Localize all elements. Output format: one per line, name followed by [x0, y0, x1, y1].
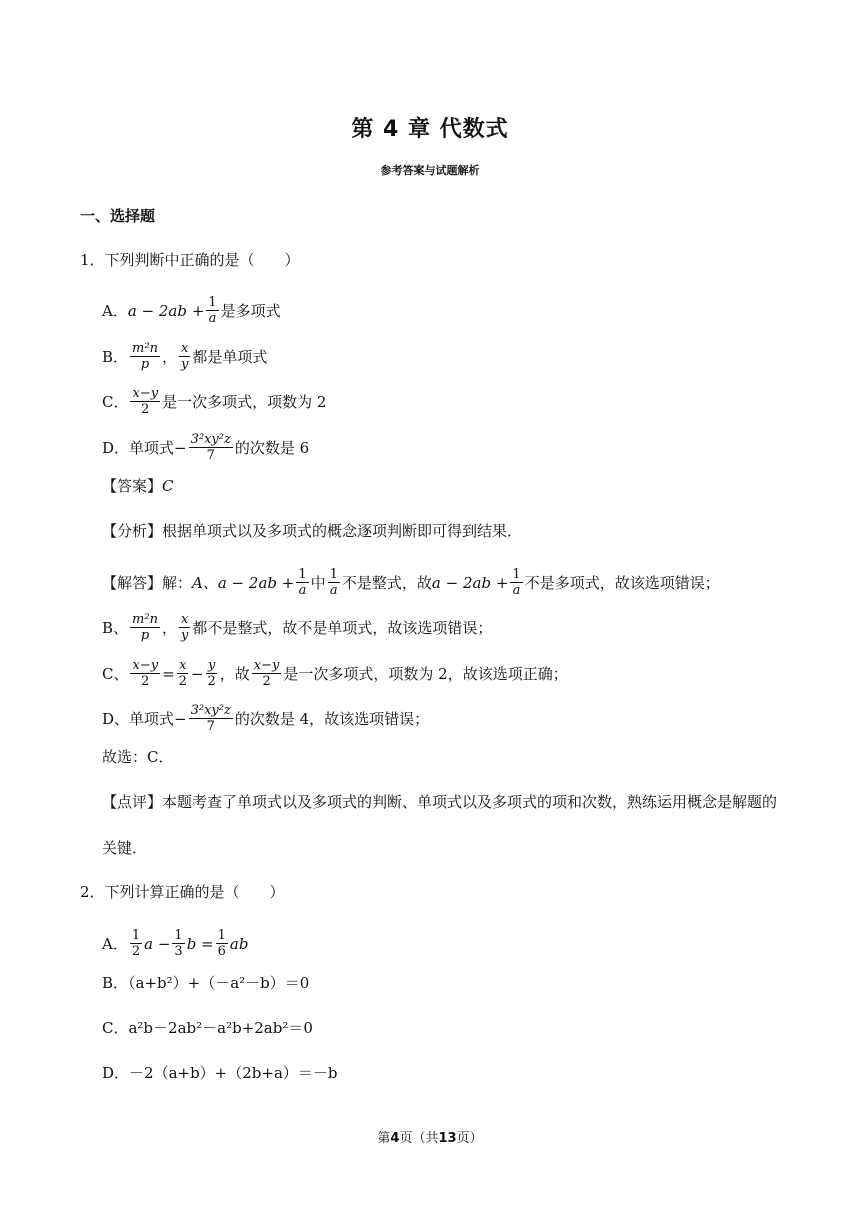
q2-a-label: A． [102, 934, 128, 953]
q1-solution-a [102, 567, 720, 598]
frac-num: 1 [131, 928, 141, 943]
frac-den: a [329, 583, 338, 598]
q1-option-d [102, 432, 309, 463]
frac-num: 3²xy²z [190, 432, 231, 447]
sol-c-text-1: ，故 [219, 664, 250, 683]
sol-c-label: C、 [102, 664, 129, 683]
q1-d-fraction [189, 432, 233, 463]
q2-option-b: B．（a+b²）+（－a²－b）＝0 [102, 974, 310, 992]
q1-a-expr: a − 2ab + [127, 301, 205, 320]
frac-num: 1 [174, 928, 183, 943]
frac-num: 1 [298, 567, 307, 582]
frac-den: 7 [206, 448, 215, 463]
q1-solution-d [102, 703, 429, 734]
q1-b-fraction-2 [179, 341, 190, 372]
section-heading: 一、选择题 [80, 207, 156, 225]
frac-num: x−y [253, 658, 280, 673]
q2-a-fraction-3 [216, 928, 228, 959]
q2-a-var-1: a − [144, 934, 171, 953]
q2-option-c: C．a²b－2ab²－a²b+2ab²＝0 [102, 1019, 313, 1037]
frac-num: y [207, 658, 216, 673]
footer-total-pages: 13 [438, 1131, 457, 1146]
page-subtitle: 参考答案与试题解析 [380, 164, 480, 177]
sol-b-text: 都不是整式，故不是单项式，故该选项错误； [192, 618, 493, 637]
q1-b-tail: 都是单项式 [192, 347, 268, 366]
frac-num: 3²xy²z [190, 703, 231, 718]
q1-d-label: D．单项式− [102, 438, 187, 457]
frac-den: a [298, 583, 307, 598]
sol-c-minus: − [190, 664, 204, 683]
sol-c-text-2: 是一次多项式，项数为 2，故该选项正确； [283, 664, 568, 683]
sol-a-expr: A、a − 2ab + [192, 573, 295, 592]
q1-choose: 故选：C． [102, 748, 174, 766]
frac-den: 6 [217, 944, 226, 959]
q1-c-label: C． [102, 392, 129, 411]
q1-b-sep: ， [161, 347, 177, 366]
frac-num: 1 [329, 567, 338, 582]
sol-b-fraction-1 [130, 612, 160, 643]
q2-a-var-3: ab [229, 934, 249, 953]
frac-den: 2 [131, 944, 141, 959]
q1-comment-cont: 关键． [102, 839, 148, 857]
sol-d-label: D、单项式− [102, 709, 187, 728]
frac-den: 2 [207, 674, 216, 689]
frac-den: y [180, 628, 189, 643]
sol-a-fraction-2 [328, 567, 340, 598]
answer-tag: 【答案】 [102, 477, 163, 495]
q1-solution-c [102, 658, 568, 689]
q1-option-a [102, 295, 281, 326]
q1-option-b [102, 341, 267, 372]
sol-c-fraction-1 [130, 658, 160, 689]
sol-a-text-1: 中 [310, 573, 326, 592]
sol-a-fraction-1 [296, 567, 308, 598]
frac-num: x−y [132, 658, 159, 673]
sol-c-fraction-2 [177, 658, 189, 689]
frac-den: 3 [174, 944, 183, 959]
frac-den: 2 [262, 674, 271, 689]
footer-pre: 第 [377, 1131, 391, 1146]
frac-num: x−y [132, 386, 159, 401]
q1-c-fraction [130, 386, 160, 417]
sol-c-fraction-3 [206, 658, 218, 689]
frac-num: x [180, 612, 189, 627]
q1-option-c [102, 386, 326, 417]
sol-d-text: 的次数是 4，故该选项错误； [234, 709, 430, 728]
q1-a-tail: 是多项式 [220, 301, 281, 320]
frac-den: y [180, 357, 189, 372]
sol-b-fraction-2 [179, 612, 190, 643]
q2-a-fraction-1 [130, 928, 142, 959]
frac-num: m²n [132, 612, 158, 627]
q2-a-var-2: b = [186, 934, 214, 953]
q2-a-fraction-2 [172, 928, 184, 959]
q1-c-tail: 是一次多项式，项数为 2 [162, 392, 327, 411]
q1-solution-b [102, 612, 492, 643]
frac-num: 1 [217, 928, 226, 943]
frac-den: 7 [206, 719, 215, 734]
frac-num: x [180, 341, 189, 356]
q1-a-fraction [206, 295, 218, 326]
q2-option-d: D．－2（a+b）+（2b+a）＝－b [102, 1064, 338, 1082]
frac-den: 2 [141, 674, 150, 689]
frac-num: m²n [132, 341, 158, 356]
frac-den: 2 [141, 402, 150, 417]
frac-den: 2 [178, 674, 187, 689]
page-footer [0, 1127, 860, 1146]
answer-value: C [162, 477, 174, 495]
sol-d-fraction [189, 703, 233, 734]
q1-stem: 1．下列判断中正确的是（ ） [80, 251, 300, 269]
frac-num: x [179, 658, 187, 673]
q1-b-fraction-1 [130, 341, 160, 372]
solution-tag: 【解答】解： [102, 573, 193, 592]
sol-c-equals: = [162, 664, 175, 683]
q1-a-label: A． [102, 301, 128, 320]
sol-c-fraction-4 [252, 658, 282, 689]
frac-num: 1 [208, 295, 217, 310]
footer-post: 页） [456, 1131, 483, 1146]
sol-a-expr-2: a − 2ab + [431, 573, 509, 592]
footer-mid: 页（共 [399, 1131, 439, 1146]
sol-b-label: B、 [102, 618, 129, 637]
q1-comment: 【点评】本题考查了单项式以及多项式的判断、单项式以及多项式的项和次数，熟练运用概念是解题的 [102, 793, 778, 811]
frac-num: 1 [512, 567, 521, 582]
sol-b-sep: ， [161, 618, 177, 637]
sol-a-text-3: 不是多项式，故该选项错误； [524, 573, 720, 592]
frac-den: p [140, 628, 150, 643]
sol-a-text-2: 不是整式，故 [341, 573, 432, 592]
sol-a-fraction-3 [510, 567, 522, 598]
frac-den: a [208, 311, 217, 326]
q1-answer [102, 476, 174, 496]
q2-stem: 2．下列计算正确的是（ ） [80, 883, 285, 901]
q1-analysis: 【分析】根据单项式以及多项式的概念逐项判断即可得到结果． [102, 522, 523, 540]
frac-den: a [512, 583, 521, 598]
frac-den: p [140, 357, 150, 372]
footer-page-number: 4 [390, 1131, 400, 1146]
q1-d-tail: 的次数是 6 [234, 438, 310, 457]
page-title: 第 4 章 代数式 [351, 117, 509, 142]
q1-b-label: B． [102, 347, 129, 366]
q2-option-a [102, 928, 248, 959]
